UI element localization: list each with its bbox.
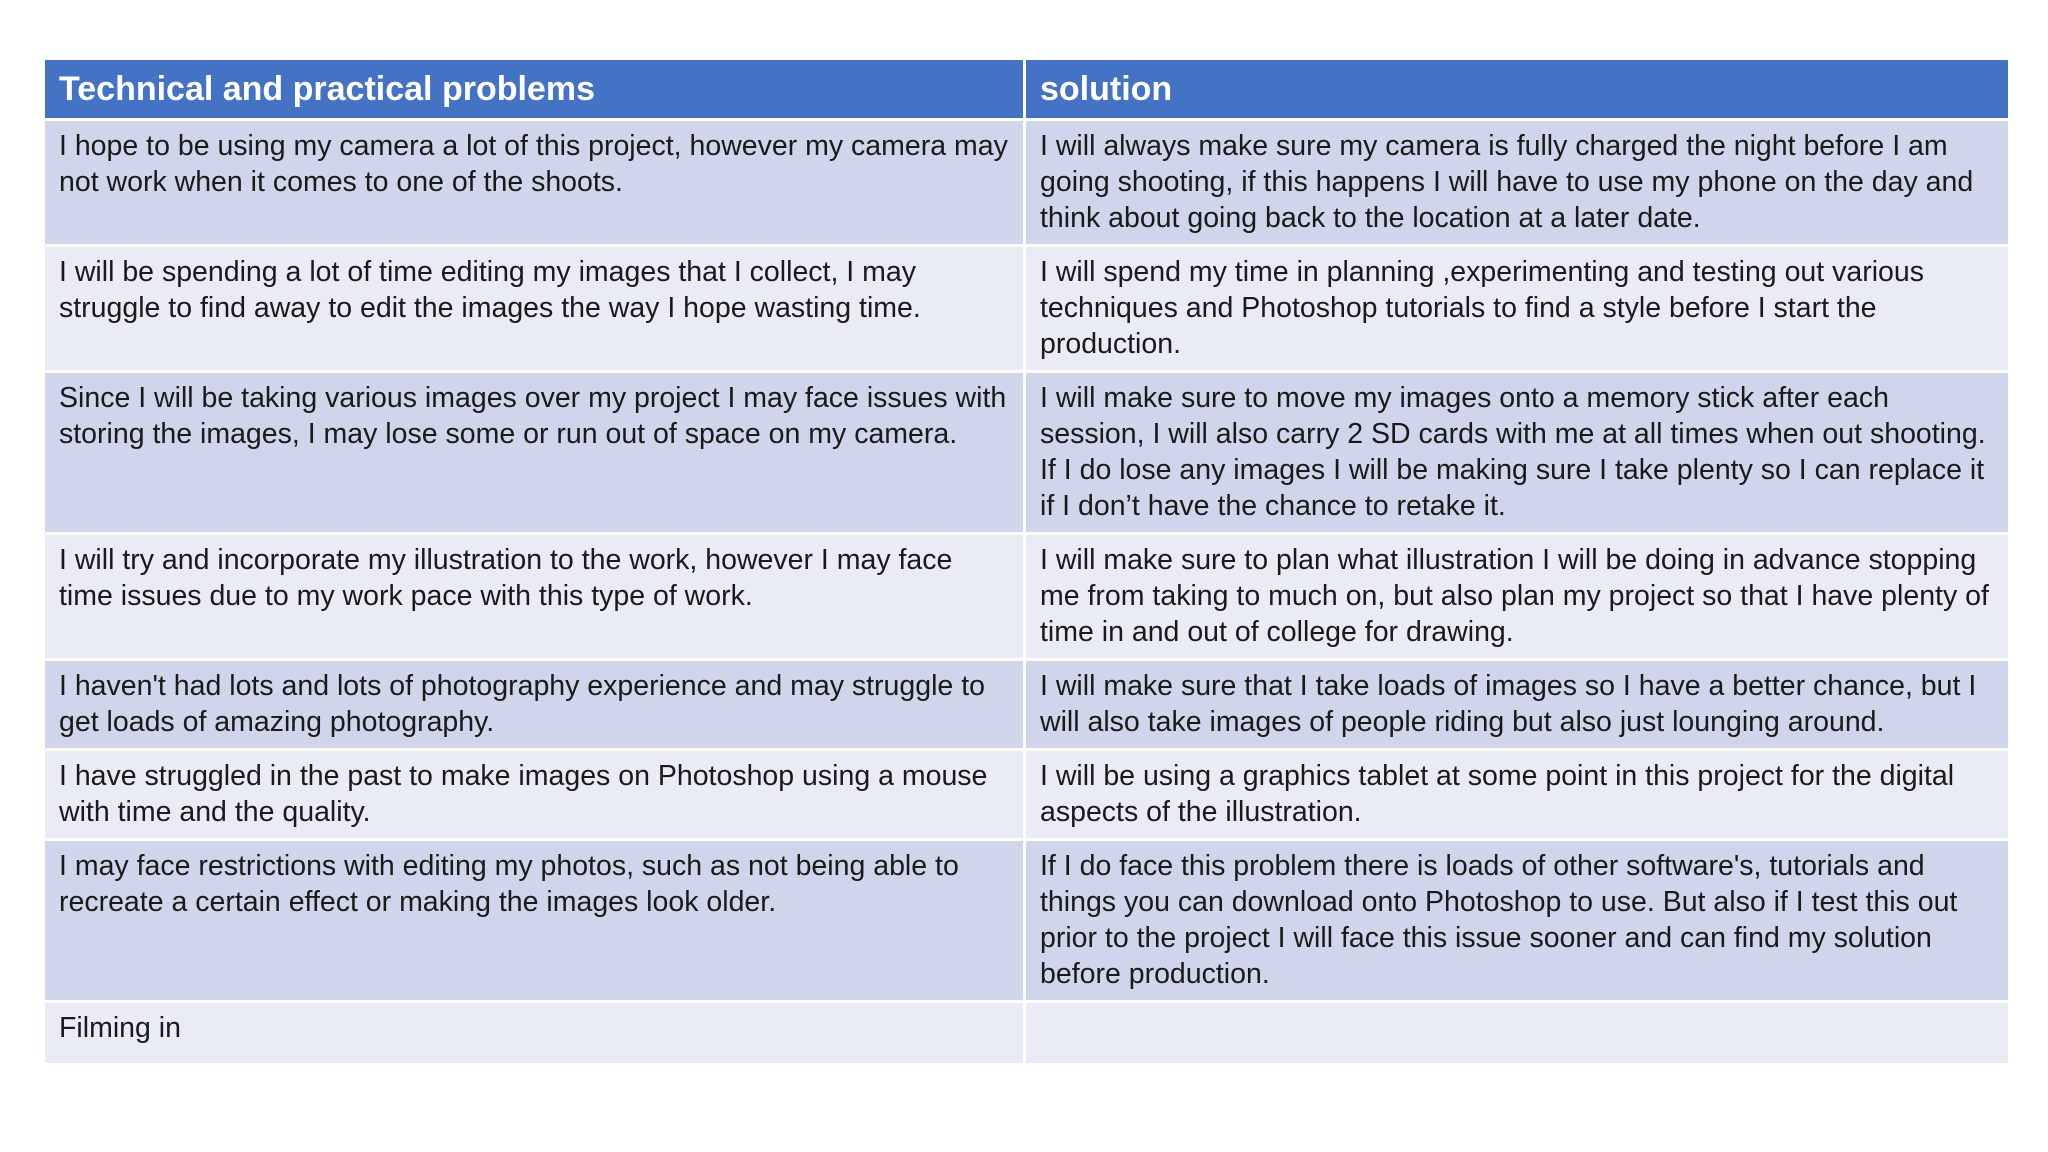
header-problems: Technical and practical problems: [44, 59, 1025, 120]
problem-cell: I have struggled in the past to make images on Photoshop using a mouse with time and the quality.: [44, 750, 1025, 840]
table-row: [44, 660, 2010, 750]
table-row: [44, 750, 2010, 840]
solution-cell: If I do face this problem there is loads of other software's, tutorials and things you can download onto Photoshop to use. But also if I test this out prior to the project I will face this issue sooner and can find my solution before production.: [1025, 840, 2010, 1002]
table-row: [44, 246, 2010, 372]
problem-cell: Filming in: [44, 1002, 1025, 1065]
table-row: [44, 372, 2010, 534]
header-solution: solution: [1025, 59, 2010, 120]
table-row: [44, 534, 2010, 660]
problem-cell: I hope to be using my camera a lot of this project, however my camera may not work when it comes to one of the shoots.: [44, 120, 1025, 246]
solution-cell: I will make sure to move my images onto a memory stick after each session, I will also carry 2 SD cards with me at all times when out shooting. If I do lose any images I will be making sure I take plenty so I can replace it if I don’t have the chance to retake it.: [1025, 372, 2010, 534]
problem-cell: I may face restrictions with editing my photos, such as not being able to recreate a certain effect or making the images look older.: [44, 840, 1025, 1002]
table-row: [44, 1002, 2010, 1065]
problem-cell: I haven't had lots and lots of photography experience and may struggle to get loads of amazing photography.: [44, 660, 1025, 750]
solution-cell: I will make sure that I take loads of images so I have a better chance, but I will also take images of people riding but also just lounging around.: [1025, 660, 2010, 750]
solution-cell: [1025, 1002, 2010, 1065]
solution-cell: I will be using a graphics tablet at some point in this project for the digital aspects of the illustration.: [1025, 750, 2010, 840]
solution-cell: I will make sure to plan what illustration I will be doing in advance stopping me from taking to much on, but also plan my project so that I have plenty of time in and out of college for drawing.: [1025, 534, 2010, 660]
problem-cell: Since I will be taking various images over my project I may face issues with storing the images, I may lose some or run out of space on my camera.: [44, 372, 1025, 534]
table-row: [44, 120, 2010, 246]
solution-cell: I will spend my time in planning ,experimenting and testing out various techniques and Photoshop tutorials to find a style before I start the production.: [1025, 246, 2010, 372]
problem-cell: I will be spending a lot of time editing my images that I collect, I may struggle to find away to edit the images the way I hope wasting time.: [44, 246, 1025, 372]
table-header-row: [44, 59, 2010, 120]
table-row: [44, 840, 2010, 1002]
solution-cell: I will always make sure my camera is fully charged the night before I am going shooting, if this happens I will have to use my phone on the day and think about going back to the location at a later date.: [1025, 120, 2010, 246]
problems-solutions-table: [42, 57, 2011, 1066]
problem-cell: I will try and incorporate my illustration to the work, however I may face time issues due to my work pace with this type of work.: [44, 534, 1025, 660]
